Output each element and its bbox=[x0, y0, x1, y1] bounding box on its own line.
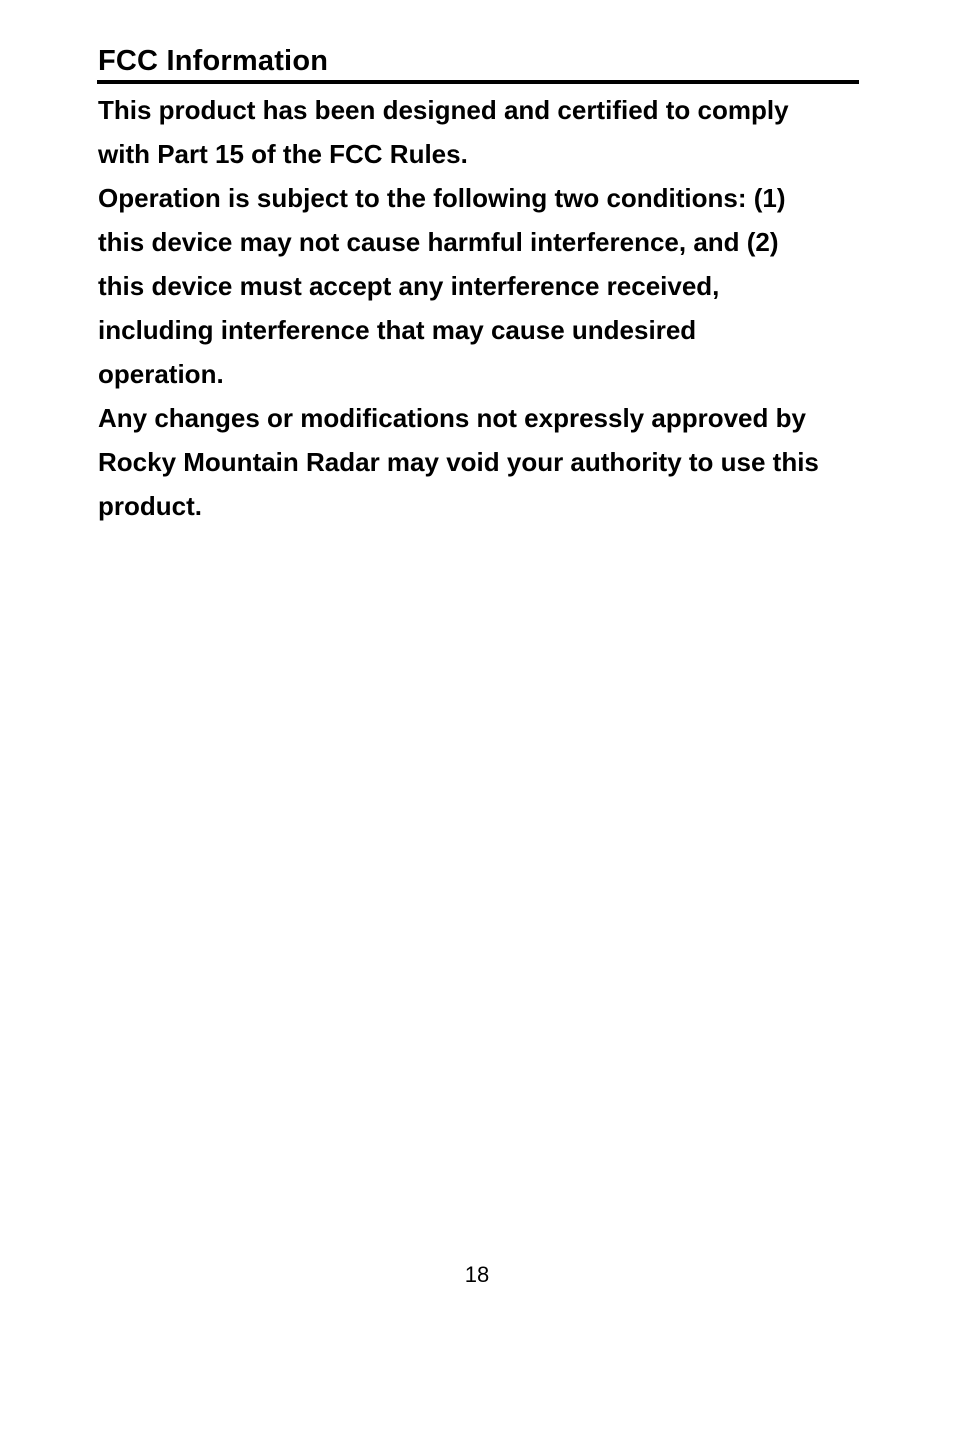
section-heading-text: FCC Information bbox=[98, 45, 329, 77]
text-line: this device must accept any interference received, bbox=[98, 271, 720, 301]
text-line: This product has been designed and certified to comply bbox=[98, 95, 789, 125]
text-line: Operation is subject to the following two conditions: (1) bbox=[98, 183, 786, 213]
text-line: Rocky Mountain Radar may void your authority to use this bbox=[98, 447, 819, 477]
section-heading bbox=[97, 42, 859, 84]
text-line: Any changes or modifications not expressly approved by bbox=[98, 403, 806, 433]
page-number: 18 bbox=[464, 1262, 490, 1287]
text-line: operation. bbox=[98, 359, 224, 389]
text-line: product. bbox=[98, 491, 202, 521]
text-line: including interference that may cause undesired bbox=[98, 315, 697, 345]
text-line: with Part 15 of the FCC Rules. bbox=[98, 139, 468, 169]
fcc-statement bbox=[98, 88, 868, 528]
text-line: this device may not cause harmful interference, and (2) bbox=[98, 227, 779, 257]
